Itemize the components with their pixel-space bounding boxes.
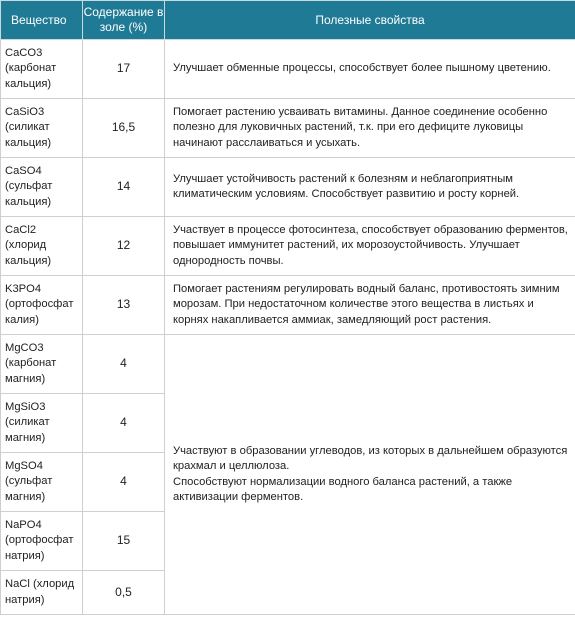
substance-name: CaCl2 (хлорид кальция) — [1, 217, 83, 276]
substance-name: NaCl (хлорид натрия) — [1, 571, 83, 615]
ash-content-value: 17 — [83, 40, 165, 99]
ash-content-value: 4 — [83, 394, 165, 453]
header-content: Содержание в золе (%) — [83, 1, 165, 40]
ash-content-value: 14 — [83, 158, 165, 217]
table-row — [1, 158, 575, 217]
table-row — [1, 335, 575, 394]
ash-content-value: 4 — [83, 453, 165, 512]
substance-name: MgSO4 (сульфат магния) — [1, 453, 83, 512]
ash-content-value: 16,5 — [83, 99, 165, 158]
ash-content-value: 15 — [83, 512, 165, 571]
properties-text: Улучшает обменные процессы, способствует более пышному цветению. — [165, 40, 575, 99]
table-row — [1, 40, 575, 99]
shared-properties-text: Участвуют в образовании углеводов, из которых в дальнейшем образуются крахмал и целлюлоза. Способствуют нормализации водного баланса растений, а также активизации ферментов. — [165, 335, 575, 615]
table-row — [1, 276, 575, 335]
header-properties: Полезные свойства — [165, 1, 575, 40]
substance-name: MgSiO3 (силикат магния) — [1, 394, 83, 453]
substance-name: CaSO4 (сульфат кальция) — [1, 158, 83, 217]
properties-text: Помогает растению усваивать витамины. Данное соединение особенно полезно для луковичных растений, т.к. при его дефиците луковицы начинают расслаиваться и усыхать. — [165, 99, 575, 158]
ash-content-value: 4 — [83, 335, 165, 394]
substance-name: CaSiO3 (силикат кальция) — [1, 99, 83, 158]
table-row — [1, 99, 575, 158]
substance-name: CaCO3 (карбонат кальция) — [1, 40, 83, 99]
ash-content-value: 12 — [83, 217, 165, 276]
table-row — [1, 217, 575, 276]
substance-name: NaPO4 (ортофосфат натрия) — [1, 512, 83, 571]
substance-name: K3PO4 (ортофосфат калия) — [1, 276, 83, 335]
substance-name: MgCO3 (карбонат магния) — [1, 335, 83, 394]
header-substance: Вещество — [1, 1, 83, 40]
ash-content-value: 13 — [83, 276, 165, 335]
ash-content-value: 0,5 — [83, 571, 165, 615]
table-header-row — [1, 1, 575, 40]
properties-text: Помогает растениям регулировать водный баланс, противостоять зимним морозам. При недостаточном количестве этого вещества в листьях и корнях накапливается аммиак, замедляющий рост растения. — [165, 276, 575, 335]
properties-text: Участвует в процессе фотосинтеза, способствует образованию ферментов, повышает иммунитет растений, их морозоустойчивость. Улучшает однородность почвы. — [165, 217, 575, 276]
properties-text: Улучшает устойчивость растений к болезням и неблагоприятным климатическим условиям. Способствует развитию и росту корней. — [165, 158, 575, 217]
